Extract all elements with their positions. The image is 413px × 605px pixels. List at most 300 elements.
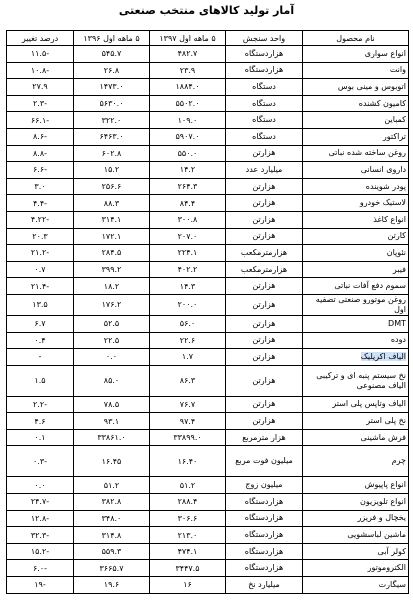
table-row <box>7 365 409 396</box>
cell-change <box>7 145 74 162</box>
cell-change <box>7 315 74 332</box>
cell-unit <box>226 543 303 560</box>
cell-value-1396-text: ۳۸۲.۸ <box>101 497 122 507</box>
cell-change <box>7 211 74 228</box>
cell-product-text: الیاف اکریلیک <box>360 351 406 361</box>
cell-value-1397 <box>150 560 226 577</box>
cell-unit <box>226 315 303 332</box>
cell-value-1396-text: ۲۸۴.۵ <box>101 248 122 258</box>
cell-value-1397-text: ۳۰۰.۸ <box>177 215 198 225</box>
cell-unit-text: دستگاه <box>252 131 276 141</box>
cell-unit <box>226 211 303 228</box>
table-row <box>7 145 409 162</box>
cell-value-1397 <box>150 365 226 396</box>
table-row <box>7 112 409 129</box>
cell-value-1397 <box>150 477 226 494</box>
cell-product <box>303 446 409 477</box>
cell-product-text: انواع سواری <box>364 48 406 58</box>
cell-value-1396-text: ۳۱۴.۱ <box>101 215 122 225</box>
table-row <box>7 494 409 511</box>
cell-product-text: اتوبوس و مینی بوس <box>337 81 406 91</box>
cell-value-1396 <box>74 245 150 262</box>
cell-product <box>303 429 409 446</box>
table-row <box>7 62 409 79</box>
cell-unit-text: هزارتن <box>252 416 276 426</box>
cell-unit <box>226 494 303 511</box>
cell-value-1396-text: ۲۵۶.۶ <box>101 182 122 192</box>
cell-value-1396-text: ۰.۰ <box>105 352 118 362</box>
cell-value-1397 <box>150 396 226 413</box>
cell-change <box>7 278 74 295</box>
cell-change-text: ۰.۴ <box>34 335 46 345</box>
cell-value-1397-text: ۱.۷ <box>181 352 194 362</box>
cell-product-text: الیاف وتاپس پلی استر <box>332 399 406 409</box>
cell-product-text: وانت <box>389 65 406 75</box>
cell-unit-text: هزاردستگاه <box>244 513 284 523</box>
cell-change-text: ۲۰.۳ <box>32 231 48 241</box>
cell-change-text: - <box>38 352 42 362</box>
cell-change-text: -۲.۲ <box>32 399 48 409</box>
cell-value-1396 <box>74 315 150 332</box>
cell-value-1397 <box>150 294 226 315</box>
cell-product <box>303 560 409 577</box>
cell-change-text: ۰.۱ <box>34 433 46 443</box>
cell-value-1397 <box>150 446 226 477</box>
cell-change <box>7 494 74 511</box>
cell-value-1397 <box>150 62 226 79</box>
cell-product-text: داروی انسانی <box>360 164 406 174</box>
cell-value-1397 <box>150 211 226 228</box>
cell-value-1397-text: ۱۴.۲ <box>179 165 196 175</box>
cell-value-1397-text: ۸۶.۳ <box>179 376 196 386</box>
cell-unit-text: هزاردستگاه <box>244 65 284 75</box>
cell-value-1397 <box>150 128 226 145</box>
cell-value-1396 <box>74 294 150 315</box>
cell-value-1397 <box>150 543 226 560</box>
cell-product-text: فیبر <box>392 264 406 274</box>
cell-unit <box>226 128 303 145</box>
cell-unit <box>226 261 303 278</box>
cell-value-1397-text: ۳۴۴۷.۵ <box>175 563 200 573</box>
table-row <box>7 162 409 179</box>
cell-value-1396-text: ۱۸.۲ <box>103 281 120 291</box>
table-row <box>7 577 409 594</box>
cell-value-1397 <box>150 429 226 446</box>
cell-value-1397-text: ۴۸۲.۷ <box>177 49 198 59</box>
cell-value-1396-text: ۱۴۷۳.۰ <box>99 82 124 92</box>
cell-unit-text: دستگاه <box>252 115 276 125</box>
cell-change <box>7 577 74 594</box>
cell-value-1397-text: ۱۴.۳ <box>179 281 196 291</box>
cell-change-text: -۱۰.۸ <box>30 65 50 75</box>
cell-unit <box>226 429 303 446</box>
cell-product <box>303 112 409 129</box>
cell-product-text: سموم دفع آفات نباتی <box>334 281 406 291</box>
cell-value-1396-text: ۵۱.۲ <box>103 480 120 490</box>
cell-change <box>7 527 74 544</box>
table-row <box>7 429 409 446</box>
cell-unit <box>226 145 303 162</box>
cell-unit-text: هزار مترمربع <box>242 432 286 442</box>
cell-product-text: دوده <box>390 335 406 345</box>
cell-value-1397-text: ۲۲.۶ <box>179 335 196 345</box>
cell-value-1396-text: ۱۶.۴۵ <box>101 456 122 466</box>
cell-value-1396 <box>74 413 150 430</box>
table-row <box>7 95 409 112</box>
table-row <box>7 332 409 349</box>
production-table <box>6 30 409 594</box>
cell-value-1397-text: ۲۱۳.۰ <box>177 530 198 540</box>
cell-value-1396-text: ۵۲.۵ <box>103 319 120 329</box>
cell-value-1396-text: ۵۶۳۰.۰ <box>99 99 124 109</box>
cell-unit-text: دستگاه <box>252 98 276 108</box>
cell-value-1396-text: ۳۴۸.۰ <box>101 513 122 523</box>
cell-change-text: ۰.۷ <box>34 265 46 275</box>
cell-product-text: کارتن <box>387 231 406 241</box>
cell-value-1396 <box>74 195 150 212</box>
cell-value-1396 <box>74 128 150 145</box>
cell-product <box>303 294 409 315</box>
cell-unit <box>226 79 303 96</box>
cell-unit <box>226 413 303 430</box>
cell-product <box>303 228 409 245</box>
cell-unit <box>226 112 303 129</box>
cell-unit-text: هزارتن <box>252 375 276 385</box>
table-row <box>7 128 409 145</box>
cell-value-1397-text: ۵۶.۰ <box>179 319 196 329</box>
cell-change <box>7 446 74 477</box>
cell-value-1396-text: ۵۴۵.۷ <box>101 49 122 59</box>
cell-value-1396-text: ۲۲.۵ <box>103 335 120 345</box>
cell-value-1397-text: ۴۰۲.۲ <box>177 265 198 275</box>
cell-unit-text: هزاردستگاه <box>244 48 284 58</box>
cell-change <box>7 245 74 262</box>
cell-product <box>303 46 409 63</box>
cell-value-1397 <box>150 46 226 63</box>
cell-product-text: چرم <box>391 456 406 466</box>
cell-product <box>303 315 409 332</box>
cell-value-1396 <box>74 332 150 349</box>
cell-value-1397 <box>150 413 226 430</box>
cell-unit <box>226 349 303 366</box>
header-product: نام محصول <box>303 31 409 46</box>
cell-value-1397 <box>150 349 226 366</box>
header-unit: واحد سنجش <box>226 31 303 46</box>
cell-product-text: نئوپان <box>386 247 406 257</box>
cell-value-1397 <box>150 577 226 594</box>
cell-change <box>7 413 74 430</box>
cell-value-1397 <box>150 79 226 96</box>
cell-change <box>7 294 74 315</box>
cell-value-1396 <box>74 95 150 112</box>
cell-unit-text: میلیون زوج <box>245 480 283 490</box>
cell-unit <box>226 446 303 477</box>
cell-value-1397-text: ۳۳۸۹۹.۰ <box>173 433 202 443</box>
cell-product <box>303 245 409 262</box>
cell-product <box>303 577 409 594</box>
cell-value-1396 <box>74 365 150 396</box>
cell-value-1396 <box>74 112 150 129</box>
table-row <box>7 46 409 63</box>
cell-unit <box>226 510 303 527</box>
cell-product-text: کمباین <box>384 115 406 125</box>
cell-change-text: -۶۶.۱ <box>30 115 50 125</box>
cell-value-1397 <box>150 510 226 527</box>
cell-unit-text: میلیارد نخ <box>248 579 280 589</box>
cell-unit-text: هزارتن <box>252 198 276 208</box>
cell-value-1396-text: ۱۷۶.۲ <box>101 300 122 310</box>
cell-value-1396 <box>74 560 150 577</box>
cell-value-1397-text: ۱۶ <box>183 580 192 590</box>
table-row <box>7 178 409 195</box>
cell-change <box>7 62 74 79</box>
cell-value-1397 <box>150 315 226 332</box>
cell-value-1396 <box>74 429 150 446</box>
cell-value-1397 <box>150 112 226 129</box>
cell-value-1396-text: ۲۶.۸ <box>103 65 120 75</box>
cell-product <box>303 195 409 212</box>
cell-value-1396 <box>74 396 150 413</box>
cell-product-text: کامیون کشنده <box>358 98 406 108</box>
header-1397: ۵ ماهه اول ۱۳۹۷ <box>150 31 226 46</box>
cell-product <box>303 178 409 195</box>
cell-change <box>7 261 74 278</box>
cell-change-text: -۱۹ <box>34 580 46 590</box>
cell-value-1396 <box>74 211 150 228</box>
cell-change-text: -۸.۶ <box>32 132 48 142</box>
cell-value-1396 <box>74 79 150 96</box>
cell-product-text: تراکتور <box>382 131 406 141</box>
cell-value-1397-text: ۲۲۴.۱ <box>177 248 198 258</box>
cell-change <box>7 95 74 112</box>
cell-value-1396-text: ۸۸.۳ <box>103 198 120 208</box>
cell-change-text: ۱.۵ <box>34 376 46 386</box>
cell-unit-text: هزاردستگاه <box>244 546 284 556</box>
cell-change-text: ۳.۰ <box>34 182 46 192</box>
cell-unit <box>226 365 303 396</box>
cell-change-text: ۰.۰ <box>34 480 46 490</box>
cell-change-text: -۱۲.۸ <box>30 513 50 523</box>
cell-value-1396-text: ۳۶۶۵.۷ <box>99 563 124 573</box>
cell-product <box>303 543 409 560</box>
cell-product <box>303 510 409 527</box>
cell-product <box>303 128 409 145</box>
cell-change <box>7 128 74 145</box>
table-row <box>7 211 409 228</box>
cell-unit <box>226 527 303 544</box>
cell-product-text: DMT <box>388 318 406 328</box>
cell-value-1396 <box>74 145 150 162</box>
cell-unit <box>226 245 303 262</box>
cell-unit <box>226 95 303 112</box>
cell-unit <box>226 162 303 179</box>
cell-product <box>303 413 409 430</box>
cell-unit-text: هزارتن <box>252 318 276 328</box>
header-1396: ۵ ماهه اول ۱۳۹۶ <box>74 31 150 46</box>
cell-change-text: -۶.۶ <box>32 165 48 175</box>
table-row <box>7 477 409 494</box>
cell-change <box>7 396 74 413</box>
cell-value-1396 <box>74 446 150 477</box>
cell-change <box>7 228 74 245</box>
cell-value-1396-text: ۳۹۹.۲ <box>101 265 122 275</box>
cell-value-1396 <box>74 477 150 494</box>
cell-product <box>303 527 409 544</box>
cell-change <box>7 349 74 366</box>
cell-value-1396-text: ۳۲۲.۰ <box>101 115 122 125</box>
cell-product-text: پودر شوینده <box>365 181 406 191</box>
cell-unit-text: هزارتن <box>252 231 276 241</box>
cell-value-1397-text: ۸۴.۴ <box>179 198 196 208</box>
cell-product-text: فرش ماشینی <box>360 432 406 442</box>
header-change: درصد تغییر <box>7 31 74 46</box>
cell-unit-text: هزارتن <box>252 148 276 158</box>
table-row <box>7 228 409 245</box>
table-row <box>7 543 409 560</box>
cell-change-text: -۸.۸ <box>32 148 48 158</box>
cell-value-1397 <box>150 278 226 295</box>
cell-change <box>7 79 74 96</box>
cell-change-text: ۴.۶ <box>34 416 46 426</box>
cell-value-1396-text: ۹۳.۱ <box>103 416 120 426</box>
cell-value-1396 <box>74 261 150 278</box>
cell-value-1397-text: ۹۷.۴ <box>179 416 196 426</box>
cell-product <box>303 261 409 278</box>
cell-product <box>303 494 409 511</box>
cell-unit-text: هزارمترمکعب <box>240 264 288 274</box>
cell-change <box>7 510 74 527</box>
cell-change <box>7 429 74 446</box>
table-row <box>7 560 409 577</box>
cell-value-1397 <box>150 145 226 162</box>
cell-unit <box>226 577 303 594</box>
cell-change <box>7 46 74 63</box>
cell-product-text: نخ سیستم پنبه ای و ترکیبی الیاف مصنوعی <box>316 370 406 390</box>
cell-unit-text: هزارتن <box>252 281 276 291</box>
cell-change-text: -۱۵.۲ <box>30 547 50 557</box>
cell-value-1397-text: ۵۱.۲ <box>179 480 196 490</box>
cell-value-1396-text: ۱۷۲.۱ <box>101 231 122 241</box>
cell-value-1397 <box>150 332 226 349</box>
cell-value-1396-text: ۱۵.۲ <box>103 165 120 175</box>
cell-unit <box>226 278 303 295</box>
cell-change <box>7 543 74 560</box>
table-row <box>7 396 409 413</box>
cell-value-1396 <box>74 494 150 511</box>
cell-change <box>7 162 74 179</box>
table-row <box>7 245 409 262</box>
cell-unit-text: میلیارد عدد <box>245 164 283 174</box>
cell-change-text: -۲۱.۲ <box>30 248 50 258</box>
cell-value-1396 <box>74 62 150 79</box>
cell-product-text: انواع پاپیوش <box>364 480 406 490</box>
cell-product <box>303 162 409 179</box>
cell-value-1396-text: ۳۳۸۶۱.۰ <box>97 433 126 443</box>
cell-unit-text: هزارمترمکعب <box>240 247 288 257</box>
cell-unit <box>226 396 303 413</box>
cell-value-1396 <box>74 46 150 63</box>
cell-value-1397 <box>150 494 226 511</box>
cell-product <box>303 278 409 295</box>
cell-product-text: الکتروموتور <box>367 563 406 573</box>
cell-change-text: -۲۴.۷ <box>30 497 50 507</box>
cell-value-1396-text: ۵۵۹.۳ <box>101 547 122 557</box>
cell-change-text: -۱۱.۵ <box>30 49 50 59</box>
cell-unit-text: دستگاه <box>252 81 276 91</box>
cell-value-1396 <box>74 278 150 295</box>
cell-unit-text: میلیون فوت مربع <box>235 456 293 466</box>
table-row <box>7 527 409 544</box>
table-row <box>7 315 409 332</box>
cell-product <box>303 396 409 413</box>
table-row <box>7 446 409 477</box>
cell-product <box>303 95 409 112</box>
table-row <box>7 510 409 527</box>
cell-unit-text: هزارتن <box>252 399 276 409</box>
cell-value-1397-text: ۲۶۴.۳ <box>177 182 198 192</box>
cell-value-1397-text: ۱۶.۴۰ <box>177 456 198 466</box>
table-row <box>7 413 409 430</box>
cell-value-1397-text: ۵۵۰.۰ <box>177 148 198 158</box>
cell-change-text: -۴.۲۲ <box>30 215 50 225</box>
cell-value-1397 <box>150 195 226 212</box>
cell-value-1397 <box>150 261 226 278</box>
cell-unit-text: هزاردستگاه <box>244 496 284 506</box>
cell-product <box>303 332 409 349</box>
cell-unit <box>226 477 303 494</box>
cell-value-1397-text: ۲۸۸.۴ <box>177 497 198 507</box>
cell-change <box>7 195 74 212</box>
cell-value-1397 <box>150 162 226 179</box>
cell-value-1397 <box>150 245 226 262</box>
cell-value-1396-text: ۶۰۲.۸ <box>101 148 122 158</box>
cell-unit <box>226 294 303 315</box>
table-header-row <box>7 31 409 46</box>
cell-value-1396-text: ۷۸.۵ <box>103 399 120 409</box>
cell-value-1397 <box>150 527 226 544</box>
cell-product-text: سیگارت <box>378 579 406 589</box>
cell-value-1397-text: ۱۸۸۴.۰ <box>175 82 200 92</box>
cell-value-1396 <box>74 510 150 527</box>
cell-unit <box>226 62 303 79</box>
cell-change <box>7 178 74 195</box>
cell-change-text: -۶.۰ <box>32 563 48 573</box>
cell-change <box>7 112 74 129</box>
cell-unit <box>226 228 303 245</box>
cell-change-text: ۱۳.۵ <box>32 300 48 310</box>
cell-value-1396 <box>74 162 150 179</box>
cell-value-1396 <box>74 228 150 245</box>
cell-value-1396-text: ۸۵.۰ <box>103 376 120 386</box>
cell-change <box>7 365 74 396</box>
cell-unit-text: هزارتن <box>252 335 276 345</box>
cell-change <box>7 477 74 494</box>
cell-value-1396 <box>74 349 150 366</box>
cell-product-text: یخچال و فریزر <box>357 513 406 523</box>
cell-product-text: انواع کاغذ <box>373 214 406 224</box>
cell-product-text: نخ پلی استر <box>366 416 406 426</box>
cell-value-1397 <box>150 178 226 195</box>
cell-value-1397-text: ۲۰۷.۰ <box>177 231 198 241</box>
table-row <box>7 349 409 366</box>
cell-value-1396-text: ۳۱۴.۸ <box>101 530 122 540</box>
cell-value-1396 <box>74 527 150 544</box>
cell-unit-text: هزارتن <box>252 351 276 361</box>
cell-unit-text: هزارتن <box>252 214 276 224</box>
cell-product <box>303 477 409 494</box>
cell-product <box>303 211 409 228</box>
cell-product-text: ماشین لباسشویی <box>347 530 406 540</box>
